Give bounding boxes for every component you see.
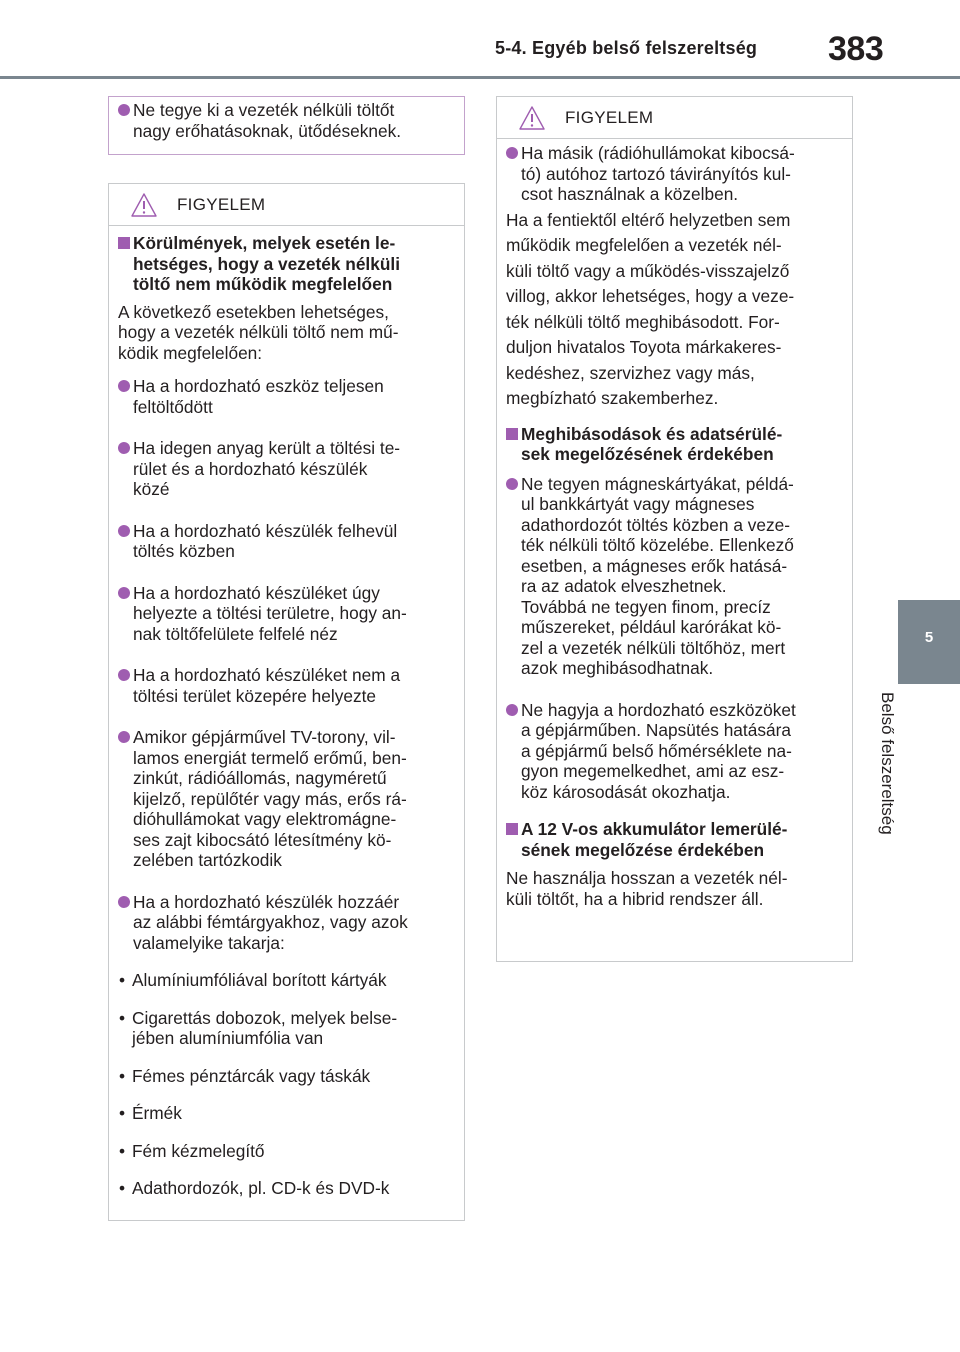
chapter-label-text: Belső felszereltség [878, 692, 897, 835]
intro-text: A következő esetekben lehetséges, hogy a vezeték nélküli töltő nem mű- ködik megfelelően: [118, 301, 399, 363]
list-item: Ha idegen anyag került a töltési te- rület és a hordozható készülék közé [118, 438, 456, 500]
warning-box-right [496, 96, 853, 962]
chapter-label [878, 692, 923, 882]
metal-item: • Fémes pénztárcák vagy táskák [118, 1066, 456, 1087]
subheading: Meghibásodások és adatsérülé- sek megelőzésének érdekében [506, 424, 844, 465]
note-box [108, 96, 465, 155]
warning-header [109, 184, 464, 226]
warning-heading: FIGYELEM [177, 195, 266, 214]
list-item: Ha a hordozható készülék felhevül töltés közben [118, 521, 456, 562]
header-rule [0, 76, 960, 79]
metal-item: • Alumíniumfóliával borított kártyák [118, 970, 456, 991]
list-item: Ha a hordozható eszköz teljesen feltöltődött [118, 376, 456, 417]
list-item: Ha másik (rádióhullámokat kibocsá- tó) autóhoz tartozó távirányítós kul- csot használnak a közelben. [506, 143, 844, 205]
metal-item: • Fém kézmelegítő [118, 1141, 456, 1162]
warning-triangle-icon [131, 193, 157, 217]
section-title: 5-4. Egyéb belső felszereltség [495, 38, 758, 58]
list-item: Ha a hordozható készüléket nem a töltési terület közepére helyezte [118, 665, 456, 706]
list-item: Ne tegyen mágneskártyákat, példá- ul bankkártyát vagy mágneses adathordozót töltés közben a veze- ték nélküli töltő közelébe. Ellenkező esetben, a mágneses erők hatásá- ra az adatok elveszhetnek. Továbbá ne tegyen finom, precíz műszereket, például karórákat kö- zel a vezeték nélküli töltőhöz, mert azok meghibásodhatnak. [506, 474, 844, 679]
info-paragraph: Ne használja hosszan a vezeték nél- küli töltőt, ha a hibrid rendszer áll. [506, 868, 788, 909]
metal-item: • Cigarettás dobozok, melyek belse- jében alumíniumfólia van [118, 1008, 456, 1049]
list-item: Ha a hordozható készülék hozzáér az alábbi fémtárgyakhoz, vagy azok valamelyike takarja: [118, 892, 456, 954]
info-paragraph: Ha a fentiektől eltérő helyzetben sem működik megfelelően a vezeték nél- küli töltő vagy a működés-visszajelző villog, akkor lehetséges, hogy a veze- ték nélküli töltő meghibásodott. For- duljon hivatalos Toyota márkakeres- kedéshez, szervizhez vagy más, megbízható szakemberhez. [506, 209, 795, 408]
warning-box-left [108, 183, 465, 1221]
list-item: Ne hagyja a hordozható eszközöket a gépjárműben. Napsütés hatására a gépjármű belső hőmérséklete na- gyon megemelkedhet, ami az esz- köz károsodását okozhatja. [506, 700, 844, 803]
page-number: 383 [828, 30, 884, 68]
chapter-number: 5 [924, 629, 934, 646]
subheading: A 12 V-os akkumulátor lemerülé- sének megelőzése érdekében [506, 819, 844, 860]
warning-triangle-icon [519, 106, 545, 130]
note-text: Ne tegye ki a vezeték nélküli töltőt nagy erőhatásoknak, ütődéseknek. [118, 100, 456, 141]
metal-item: • Adathordozók, pl. CD-k és DVD-k [118, 1178, 456, 1199]
subheading: Körülmények, melyek esetén le- hetséges, hogy a vezeték nélküli töltő nem működik megfelelően [118, 233, 456, 295]
warning-header [497, 97, 852, 139]
warning-heading: FIGYELEM [565, 108, 654, 127]
metal-item: • Érmék [118, 1103, 456, 1124]
list-item: Ha a hordozható készüléket úgy helyezte a töltési területre, hogy an- nak töltőfelülete felfelé néz [118, 583, 456, 645]
list-item: Amikor gépjárművel TV-torony, vil- lamos energiát termelő erőmű, ben- zinkút, rádióállomás, nagyméretű kijelző, repülőtér vagy más, erős rá- dióhullámokat vagy elektromágne- ses zajt kibocsátó létesítmény kö- zelében tartózkodik [118, 727, 456, 871]
